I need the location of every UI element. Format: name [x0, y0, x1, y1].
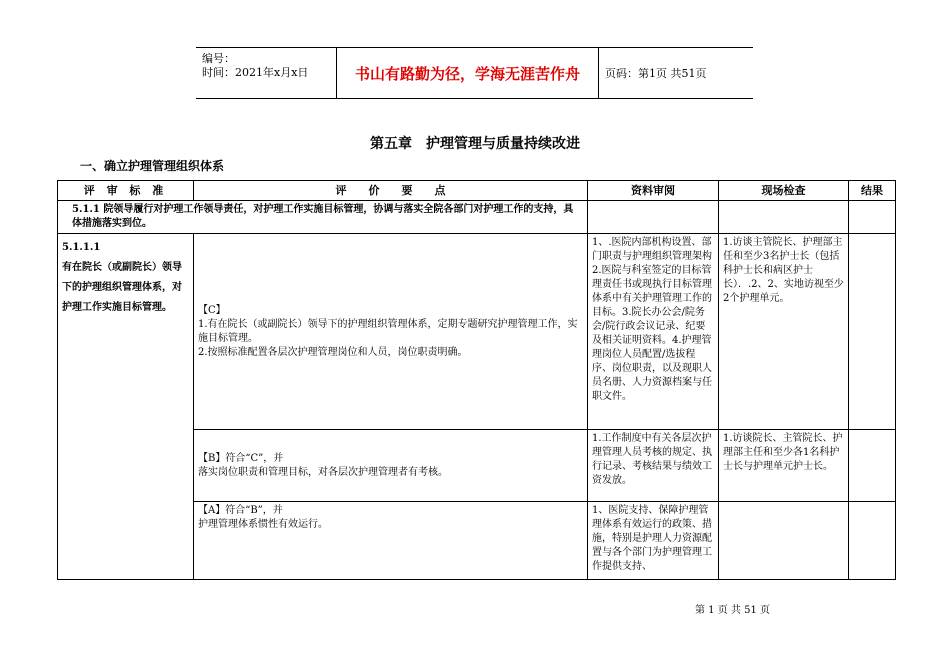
c-grade-onsite: 1.访谈主管院长、护理部主任和至少3名护士长（包括科护士长和病区护士长）．.2、2、实地访视至少2个护理单元。	[719, 234, 849, 430]
b-grade-label: 【B】符合“C”，并	[198, 452, 284, 464]
table-cell	[719, 201, 849, 234]
header-page-label: 页码：第1页 共51页	[605, 67, 707, 80]
c-grade-cell	[194, 234, 588, 430]
a-grade-label: 【A】符合“B”，并	[198, 505, 283, 516]
table-header-row	[58, 181, 896, 201]
b-grade-docs: 1.工作制度中有关各层次护理管理人员考核的规定、执行记录、考核结果与绩效工资发放。	[588, 430, 719, 502]
header-meta	[196, 48, 336, 98]
standards-table	[57, 180, 896, 580]
table-cell	[849, 430, 896, 502]
c-grade-line1: 1.有在院长（或副院长）领导下的护理组织管理体系，定期专题研究护理管理工作，实施目标管理。	[198, 318, 578, 344]
table-cell	[588, 201, 719, 234]
table-cell	[849, 234, 896, 430]
c-grade-line2: 2.按照标准配置各层次护理管理岗位和人员，岗位职责明确。	[198, 346, 468, 358]
table-row	[58, 234, 896, 430]
section-title: 一、确立护理管理组织体系	[80, 159, 225, 173]
header-motto: 书山有路勤为径，学海无涯苦作舟	[336, 48, 599, 98]
c-grade-docs: 1、.医院内部机构设置、部门职责与护理组织管理架构2.医院与科室签定的目标管理责任书或现执行目标管理体系中有关护理管理工作的目标。3.院长办公会/院务会/院行政会议记录、纪要及相关证明资料。4.护理管理岗位人员配置/选拔程序、岗位职责，以及现职人员名册、人力资源档案与任职文件。	[588, 234, 719, 430]
table-row	[58, 201, 896, 234]
c-grade-label: 【C】	[198, 304, 226, 316]
b-grade-onsite: 1.访谈院长、主管院长、护理部主任和至少各1名科护士长与护理单元护士长。	[719, 430, 849, 502]
standard-cell	[58, 234, 194, 580]
header-cell-onsite: 现场检查	[719, 181, 849, 201]
header-cell-standard: 评 审 标 准	[58, 181, 194, 201]
b-grade-line1: 落实岗位职责和管理目标，对各层次护理管理者有考核。	[198, 466, 448, 478]
table-cell	[849, 502, 896, 580]
header-cell-docs: 资料审阅	[588, 181, 719, 201]
standard-text: 有在院长（或副院长）领导下的护理组织管理体系，对护理工作实施目标管理。	[62, 262, 182, 313]
table-cell	[849, 201, 896, 234]
standard-code: 5.1.1.1	[62, 242, 101, 253]
page-footer: 第 1 页 共 51 页	[695, 605, 770, 616]
time-label: 时间：2021年x月x日	[202, 66, 309, 79]
a-grade-cell	[194, 502, 588, 580]
a-grade-docs: 1、医院支持、保障护理管理体系有效运行的政策、措施，特别是护理人力资源配置与各个部门为护理管理工作提供支持、	[588, 502, 719, 580]
a-grade-line1: 护理管理体系惯性有效运行。	[198, 519, 328, 530]
number-label: 编号：	[202, 52, 235, 65]
row-5-1-1-text: 5.1.1 院领导履行对护理工作领导责任，对护理工作实施目标管理，协调与落实全院各部门对护理工作的支持，具体措施落实到位。	[58, 201, 588, 234]
header-cell-result: 结果	[849, 181, 896, 201]
b-grade-cell	[194, 430, 588, 502]
table-cell	[719, 502, 849, 580]
chapter-title: 第五章 护理管理与质量持续改进	[370, 136, 580, 152]
header-cell-points: 评 价 要 点	[194, 181, 588, 201]
document-header	[196, 47, 753, 99]
